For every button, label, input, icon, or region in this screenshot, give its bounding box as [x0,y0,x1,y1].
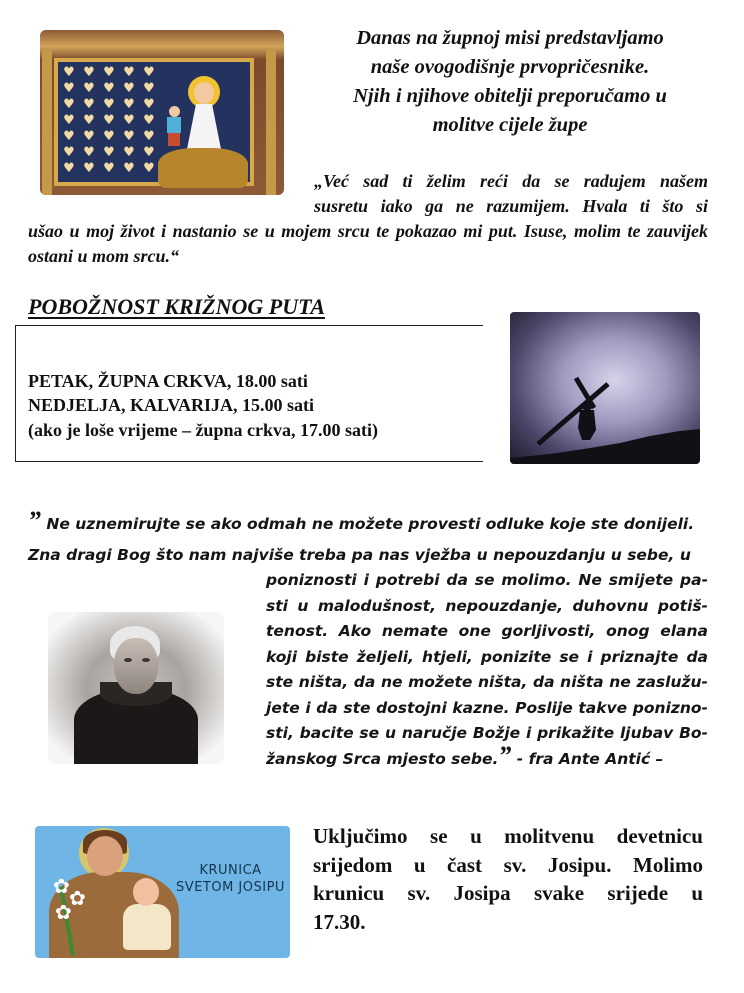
lily-icon: ✿ [53,874,70,898]
prayer-text: ušao u moj život i nastanio se u mojem srcu te pokazao mi put. Isuse, molim te zauvijek ostani u mom srcu.“ [28,221,708,266]
heart-icon: ♥ [63,65,75,80]
image-caption [173,862,288,896]
prayer-line: „Već sad ti želim reći da se radujem našem [314,171,708,191]
schedule-line: (ako je loše vrijeme – župna crkva, 17.00 sati) [28,420,378,440]
heart-icon: ♥ [123,81,135,96]
eye [142,658,150,662]
open-quote-mark: ” [28,506,41,535]
novena-line: srijedom u čast sv. Josipu. Molimo [313,852,703,877]
heart-icon: ♥ [123,145,135,160]
heart-icon: ♥ [103,81,115,96]
infant-jesus [119,878,175,950]
quote-right-column [266,568,708,772]
quote-line: jete i da ste dostojni kazne. Poslije takve ponizno- [266,698,708,717]
lily-icon: ✿ [69,886,86,910]
heart-icon: ♥ [103,65,115,80]
fra-ante-antic-photo [48,612,224,764]
heart-icon: ♥ [123,129,135,144]
heart-icon: ♥ [63,113,75,128]
first-communion-photo [40,30,284,195]
quote-line-text: Ne uznemirujte se ako odmah ne možete provesti odluke koje ste donijeli. [41,515,695,533]
quote-line: ste ništa, da ne možete ništa, da ništa ne zaslužu- [266,673,708,691]
heart-icon: ♥ [63,129,75,144]
novena-announcement [313,822,703,936]
altar-post [266,50,276,195]
heart-icon: ♥ [103,113,115,128]
quote-line [28,506,708,538]
heart-icon: ♥ [143,65,155,80]
caption-line: KRUNICA [199,863,262,878]
heart-icon: ♥ [123,65,135,80]
heart-icon: ♥ [143,145,155,160]
heart-icon: ♥ [83,145,95,160]
heart-icon: ♥ [63,145,75,160]
intro-line: Njih i njihove obitelji preporučamo u [353,85,667,107]
heart-icon: ♥ [143,81,155,96]
heart-icon: ♥ [83,129,95,144]
stations-schedule-box [15,325,483,462]
st-joseph-rosary-image [35,826,290,958]
heart-icon: ♥ [123,113,135,128]
heart-icon: ♥ [123,161,135,176]
intro-line: molitve cijele župe [432,114,588,136]
schedule-line: PETAK, ŽUPNA CRKVA, 18.00 sati [28,371,308,391]
hearts-grid [60,66,160,176]
schedule-line: NEDJELJA, KALVARIJA, 15.00 sati [28,395,315,415]
heart-icon: ♥ [63,81,75,96]
heart-icon: ♥ [143,161,155,176]
joseph-face [87,836,123,876]
heart-icon: ♥ [123,97,135,112]
intro-line: Danas na župnoj misi predstavljamo [356,27,664,49]
heart-icon: ♥ [63,97,75,112]
heart-icon: ♥ [83,65,95,80]
heart-icon: ♥ [103,161,115,176]
face [114,638,158,694]
heart-icon: ♥ [143,97,155,112]
intro-text [312,24,708,140]
heart-icon: ♥ [83,161,95,176]
heart-icon: ♥ [63,161,75,176]
quote-line: poniznosti i potrebi da se molimo. Ne smijete pa- [266,571,708,589]
altar-post [42,50,52,195]
close-quote-mark: ” [498,740,512,770]
child-figure [166,106,182,146]
heart-icon: ♥ [103,129,115,144]
stations-title: POBOŽNOST KRIŽNOG PUTA [28,294,326,319]
novena-line: 17.30. [313,909,366,934]
heart-icon: ♥ [83,81,95,96]
quote-author: - fra Ante Antić – [511,749,664,768]
quote-line: sti, bacite se u naručje Božje i prikažite ljubav Bo- [266,724,708,742]
caption-line: SVETOM JOSIPU [176,880,285,895]
heart-icon: ♥ [83,113,95,128]
heart-icon: ♥ [83,97,95,112]
quote-line: Zna dragi Bog što nam najviše treba pa nas vježba u nepouzdanju u sebe, u [28,546,691,564]
eye [124,658,132,662]
intro-line: naše ovogodišnje prvopričesnike. [370,56,650,78]
heart-icon: ♥ [103,145,115,160]
quote-line: koji biste željeli, htjeli, ponizite se i priznajte da [266,647,708,666]
lily-icon: ✿ [55,900,72,924]
heart-icon: ♥ [103,97,115,112]
prayer-line: susretu iako ga ne razumijem. Hvala ti što si [314,196,708,216]
quote-line: tenost. Ako nemate one gorljivosti, onog elana [266,622,708,640]
heart-icon: ♥ [143,129,155,144]
novena-line: krunicu sv. Josipa svake srijede u [313,881,703,905]
heart-icon: ♥ [143,113,155,128]
quote-line: sti u malodušnost, nepouzdanje, duhovnu potiš- [266,596,708,615]
altar-cloth [158,148,248,188]
cross-silhouette-image [510,312,700,464]
quote-line-text: žanskog Srca mjesto sebe. [266,749,499,768]
quote-last-line [266,740,708,773]
novena-line: Uključimo se u molitvenu devetnicu [313,824,703,848]
